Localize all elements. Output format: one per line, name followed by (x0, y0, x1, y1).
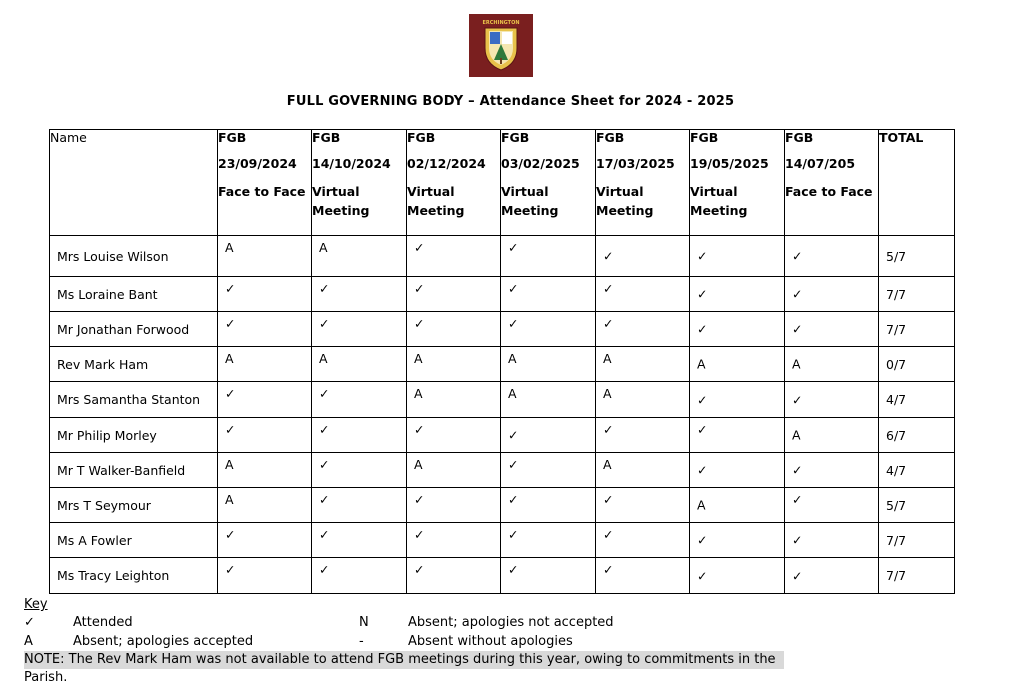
attendance-cell (312, 382, 407, 418)
attendance-cell (407, 558, 501, 594)
attendance-cell (690, 558, 785, 594)
table-row (50, 523, 955, 558)
check-mark-icon: ✓ (225, 527, 236, 542)
attendance-cell (690, 418, 785, 453)
key-meaning: Attended (73, 615, 133, 630)
check-mark-icon: ✓ (792, 492, 803, 507)
check-mark-icon: ✓ (225, 281, 236, 296)
attendance-total: 7/7 (879, 277, 955, 312)
absent-mark: A (414, 386, 423, 401)
check-mark-icon: ✓ (508, 562, 519, 577)
check-mark-icon: ✓ (414, 316, 425, 331)
attendance-total: 4/7 (879, 382, 955, 418)
check-mark-icon: ✓ (697, 392, 708, 407)
meeting-type: FGB (218, 130, 247, 145)
table-row (50, 312, 955, 347)
attendance-cell (407, 418, 501, 453)
crest-icon (469, 14, 533, 77)
meeting-date: 17/03/2025 (596, 156, 675, 171)
attendance-cell (407, 277, 501, 312)
attendance-cell (596, 488, 690, 523)
check-mark-icon: ✓ (792, 321, 803, 337)
table-row (50, 453, 955, 488)
name-column-header: Name (50, 130, 218, 236)
governor-name: Ms Tracy Leighton (50, 558, 218, 594)
attendance-cell (407, 312, 501, 347)
check-mark-icon: ✓ (697, 422, 708, 437)
key-symbol: ✓ (24, 615, 35, 630)
check-mark-icon: ✓ (225, 316, 236, 331)
attendance-cell (596, 418, 690, 453)
table-row (50, 347, 955, 382)
meeting-date: 02/12/2024 (407, 156, 486, 171)
attendance-cell (596, 558, 690, 594)
total-column-header: TOTAL (879, 130, 955, 236)
key-meaning: Absent; apologies accepted (73, 634, 254, 649)
meeting-format: Virtual Meeting (596, 184, 654, 218)
check-mark-icon: ✓ (508, 240, 519, 255)
check-mark-icon: ✓ (697, 321, 708, 337)
check-mark-icon: ✓ (508, 427, 519, 443)
check-mark-icon: ✓ (697, 286, 708, 302)
absent-mark: A (414, 351, 423, 366)
attendance-cell (501, 277, 596, 312)
attendance-cell (785, 523, 879, 558)
check-mark-icon: ✓ (319, 316, 330, 331)
meeting-format: Face to Face (218, 184, 306, 199)
attendance-cell (785, 558, 879, 594)
check-mark-icon: ✓ (697, 462, 708, 478)
absent-mark: A (792, 356, 801, 372)
check-mark-icon: ✓ (697, 568, 708, 583)
attendance-cell (218, 523, 312, 558)
check-mark-icon: ✓ (603, 422, 614, 437)
attendance-cell (501, 347, 596, 382)
table-row (50, 382, 955, 418)
key-meaning: Absent; apologies not accepted (408, 615, 614, 630)
table-row (50, 418, 955, 453)
attendance-cell (218, 312, 312, 347)
attendance-cell (501, 382, 596, 418)
check-mark-icon: ✓ (792, 532, 803, 548)
check-mark-icon: ✓ (319, 281, 330, 296)
attendance-cell (690, 347, 785, 382)
attendance-cell (690, 523, 785, 558)
meeting-date: 03/02/2025 (501, 156, 580, 171)
check-mark-icon: ✓ (792, 392, 803, 407)
meeting-header-7 (785, 130, 879, 236)
absent-mark: A (603, 457, 612, 472)
attendance-total: 7/7 (879, 523, 955, 558)
key-meaning: Absent without apologies (408, 634, 573, 649)
attendance-cell (785, 312, 879, 347)
check-mark-icon: ✓ (508, 281, 519, 296)
meeting-header-1 (218, 130, 312, 236)
attendance-cell (785, 382, 879, 418)
attendance-cell (218, 277, 312, 312)
check-mark-icon: ✓ (414, 240, 425, 255)
meeting-header-3 (407, 130, 501, 236)
attendance-cell (501, 488, 596, 523)
check-mark-icon: ✓ (697, 248, 708, 264)
check-mark-icon: ✓ (225, 386, 236, 401)
check-mark-icon: ✓ (508, 457, 519, 472)
attendance-cell (596, 347, 690, 382)
attendance-cell (785, 347, 879, 382)
attendance-cell (501, 418, 596, 453)
check-mark-icon: ✓ (319, 422, 330, 437)
governor-name: Mrs Samantha Stanton (50, 382, 218, 418)
attendance-cell (785, 488, 879, 523)
absent-mark: A (225, 492, 234, 507)
meeting-header-4 (501, 130, 596, 236)
meeting-format: Virtual Meeting (501, 184, 559, 218)
key-title: Key (24, 597, 48, 612)
attendance-cell (407, 453, 501, 488)
meeting-format: Virtual Meeting (690, 184, 748, 218)
attendance-cell (501, 523, 596, 558)
governor-name: Rev Mark Ham (50, 347, 218, 382)
check-mark-icon: ✓ (603, 281, 614, 296)
check-mark-icon: ✓ (697, 532, 708, 548)
attendance-cell (596, 382, 690, 418)
attendance-cell (218, 453, 312, 488)
check-mark-icon: ✓ (319, 386, 330, 401)
attendance-cell (407, 382, 501, 418)
attendance-cell (785, 418, 879, 453)
check-mark-icon: ✓ (603, 492, 614, 507)
check-mark-icon: ✓ (603, 248, 614, 264)
attendance-cell (218, 488, 312, 523)
attendance-cell (312, 488, 407, 523)
attendance-rows (50, 236, 955, 594)
attendance-cell (312, 236, 407, 277)
table-row (50, 277, 955, 312)
check-mark-icon: ✓ (603, 316, 614, 331)
attendance-table (49, 129, 955, 594)
absent-mark: A (225, 457, 234, 472)
governor-name: Ms A Fowler (50, 523, 218, 558)
meeting-date: 14/07/205 (785, 156, 856, 171)
meeting-header-2 (312, 130, 407, 236)
attendance-cell (690, 236, 785, 277)
attendance-cell (596, 277, 690, 312)
check-mark-icon: ✓ (319, 457, 330, 472)
attendance-cell (690, 382, 785, 418)
attendance-total: 0/7 (879, 347, 955, 382)
crest-lettering: ERCHINGTON (482, 20, 520, 26)
governor-name: Mrs T Seymour (50, 488, 218, 523)
attendance-cell (218, 418, 312, 453)
attendance-cell (501, 236, 596, 277)
attendance-cell (218, 236, 312, 277)
attendance-cell (596, 312, 690, 347)
attendance-cell (312, 347, 407, 382)
header-row (50, 130, 955, 236)
absent-mark: A (225, 351, 234, 366)
check-mark-icon: ✓ (225, 562, 236, 577)
absent-mark: A (508, 386, 517, 401)
table-row (50, 488, 955, 523)
check-mark-icon: ✓ (414, 492, 425, 507)
attendance-cell (596, 236, 690, 277)
check-mark-icon: ✓ (792, 248, 803, 264)
attendance-cell (596, 453, 690, 488)
absent-mark: A (319, 351, 328, 366)
note-text: NOTE: The Rev Mark Ham was not available to attend FGB meetings during this year, owing to commitments in the Parish. (24, 651, 784, 669)
key-symbol: N (359, 615, 369, 630)
check-mark-icon: ✓ (319, 562, 330, 577)
attendance-total: 4/7 (879, 453, 955, 488)
meeting-type: FGB (596, 130, 625, 145)
check-mark-icon: ✓ (225, 422, 236, 437)
meeting-type: FGB (690, 130, 719, 145)
absent-mark: A (508, 351, 517, 366)
meeting-format: Virtual Meeting (407, 184, 465, 218)
meeting-header-5 (596, 130, 690, 236)
governor-name: Mr T Walker-Banfield (50, 453, 218, 488)
attendance-cell (312, 523, 407, 558)
attendance-cell (407, 488, 501, 523)
attendance-cell (690, 453, 785, 488)
table-row (50, 236, 955, 277)
attendance-cell (312, 558, 407, 594)
page-title: FULL GOVERNING BODY – Attendance Sheet for 2024 - 2025 (286, 94, 735, 109)
absent-mark: A (792, 427, 801, 443)
governor-name: Mr Philip Morley (50, 418, 218, 453)
absent-mark: A (697, 497, 706, 513)
school-crest-logo (469, 14, 533, 77)
absent-mark: A (225, 240, 234, 255)
check-mark-icon: ✓ (603, 527, 614, 542)
check-mark-icon: ✓ (319, 492, 330, 507)
governor-name: Ms Loraine Bant (50, 277, 218, 312)
attendance-cell (501, 312, 596, 347)
attendance-cell (312, 453, 407, 488)
absent-mark: A (414, 457, 423, 472)
meeting-header-6 (690, 130, 785, 236)
check-mark-icon: ✓ (414, 527, 425, 542)
absent-mark: A (603, 351, 612, 366)
attendance-cell (501, 453, 596, 488)
key-symbol: - (359, 634, 364, 649)
attendance-cell (785, 277, 879, 312)
meeting-type: FGB (407, 130, 436, 145)
attendance-total: 7/7 (879, 558, 955, 594)
attendance-cell (312, 277, 407, 312)
check-mark-icon: ✓ (508, 527, 519, 542)
meeting-date: 14/10/2024 (312, 156, 391, 171)
table-row (50, 558, 955, 594)
attendance-cell (690, 277, 785, 312)
check-mark-icon: ✓ (414, 562, 425, 577)
absent-mark: A (697, 356, 706, 372)
attendance-cell (218, 558, 312, 594)
attendance-cell (785, 453, 879, 488)
meeting-type: FGB (785, 130, 814, 145)
governor-name: Mrs Louise Wilson (50, 236, 218, 277)
check-mark-icon: ✓ (792, 462, 803, 478)
attendance-cell (312, 418, 407, 453)
meeting-type: FGB (501, 130, 530, 145)
check-mark-icon: ✓ (414, 422, 425, 437)
check-mark-icon: ✓ (508, 316, 519, 331)
attendance-cell (407, 347, 501, 382)
check-mark-icon: ✓ (508, 492, 519, 507)
meeting-date: 19/05/2025 (690, 156, 769, 171)
key-symbol: A (24, 634, 33, 649)
attendance-cell (690, 488, 785, 523)
meeting-date: 23/09/2024 (218, 156, 297, 171)
attendance-cell (501, 558, 596, 594)
absent-mark: A (319, 240, 328, 255)
attendance-cell (407, 236, 501, 277)
meeting-format: Face to Face (785, 184, 873, 199)
attendance-total: 6/7 (879, 418, 955, 453)
attendance-cell (407, 523, 501, 558)
attendance-total: 5/7 (879, 236, 955, 277)
check-mark-icon: ✓ (792, 568, 803, 583)
attendance-total: 5/7 (879, 488, 955, 523)
check-mark-icon: ✓ (414, 281, 425, 296)
attendance-cell (218, 347, 312, 382)
attendance-cell (785, 236, 879, 277)
attendance-cell (312, 312, 407, 347)
attendance-cell (690, 312, 785, 347)
check-mark-icon: ✓ (792, 286, 803, 302)
meeting-type: FGB (312, 130, 341, 145)
attendance-total: 7/7 (879, 312, 955, 347)
absent-mark: A (603, 386, 612, 401)
check-mark-icon: ✓ (603, 562, 614, 577)
check-mark-icon: ✓ (319, 527, 330, 542)
governor-name: Mr Jonathan Forwood (50, 312, 218, 347)
attendance-cell (596, 523, 690, 558)
attendance-cell (218, 382, 312, 418)
meeting-format: Virtual Meeting (312, 184, 370, 218)
